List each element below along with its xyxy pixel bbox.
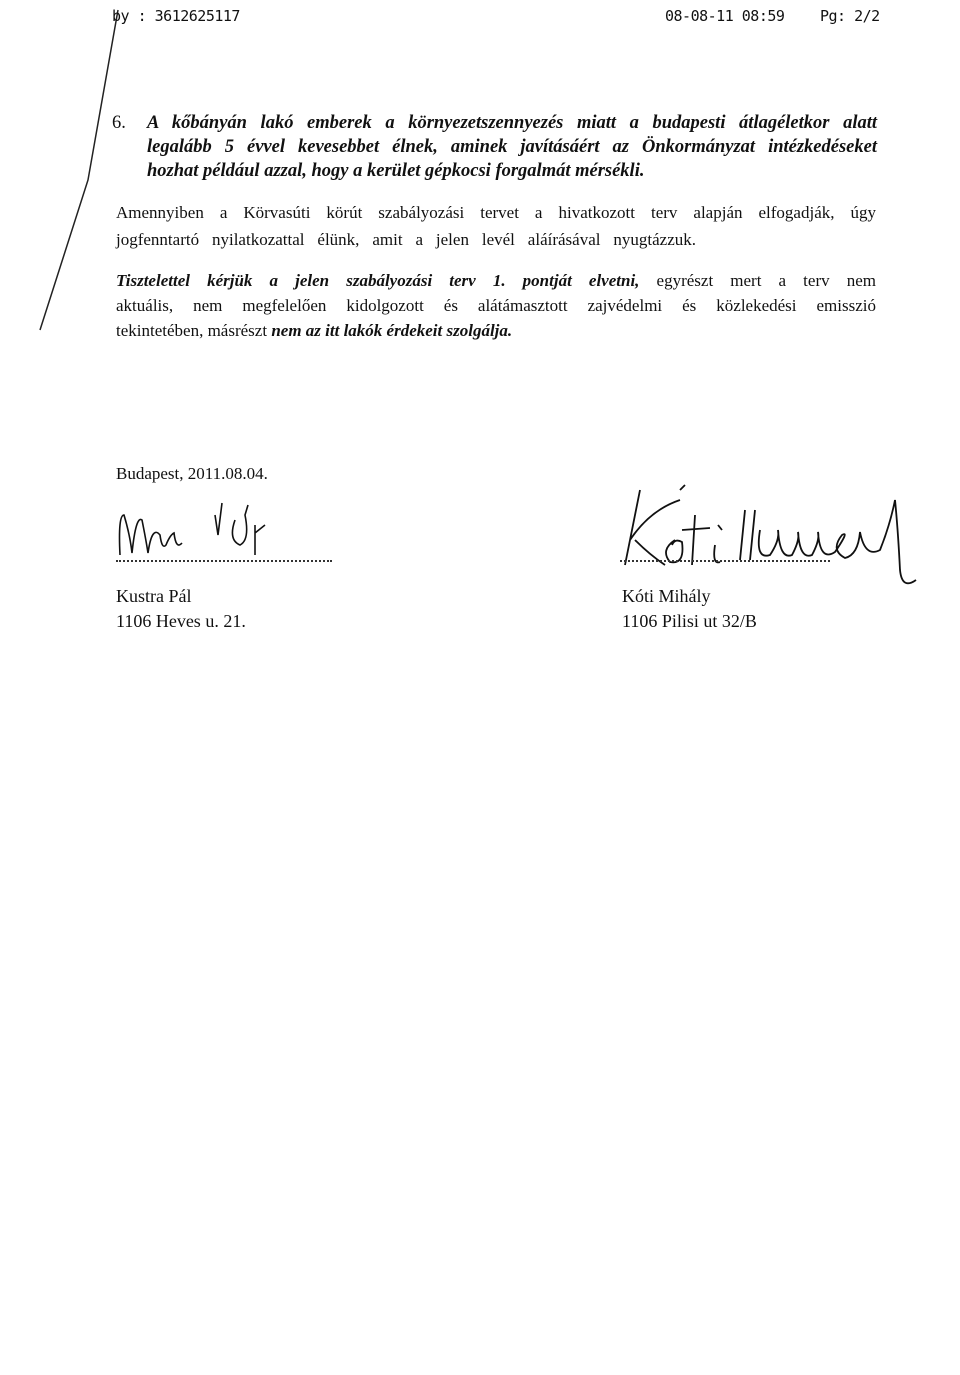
paragraph3-line1 [116,270,876,292]
signature-line-right [620,560,830,562]
point6-line: hozhat például azzal, hogy a kerület gépkocsi forgalmát mérsékli. [147,161,645,181]
signatory-name: Kóti Mihály [622,586,711,606]
signature-line-left [116,560,332,562]
point6-line: legalább 5 évvel kevesebbet élnek, aminek javításáért az Önkormányzat intézkedéseket [147,137,877,157]
signatory-address: 1106 Pilisi ut 32/B [622,611,757,631]
line3-start: tekintetében, másrészt [116,321,272,340]
signature-koti [620,470,940,600]
request-rest: egyrészt mert a terv nem [639,271,876,290]
signature-kustra [110,495,310,565]
paragraph3-line2: aktuális, nem megfelelően kidolgozott és alátámasztott zajvédelmi és közlekedési emisszió [116,296,876,315]
paragraph2-line: jogfenntartó nyilatkozattal élünk, amit a jelen levél aláírásával nyugtázzuk. [116,230,696,249]
point6-line: A kőbányán lakó emberek a környezetszennyezés miatt a budapesti átlagéletkor alatt [147,113,877,133]
fax-datetime: 08-08-11 08:59 [665,7,785,25]
line3-bold: nem az itt lakók érdekeit szolgálja. [271,321,513,340]
signatory-address: 1106 Heves u. 21. [116,611,246,631]
signatory-name: Kustra Pál [116,586,192,606]
fax-sender: by : 3612625117 [112,7,240,25]
paragraph3-line3 [116,320,512,342]
place-date: Budapest, 2011.08.04. [116,464,268,483]
fax-page: Pg: 2/2 [820,7,880,25]
paragraph2-line: Amennyiben a Körvasúti körút szabályozási tervet a hivatkozott terv alapján elfogadják, úgy [116,203,876,222]
point-number: 6. [112,113,126,133]
request-bold: Tisztelettel kérjük a jelen szabályozási terv 1. pontját elvetni, [116,271,640,290]
